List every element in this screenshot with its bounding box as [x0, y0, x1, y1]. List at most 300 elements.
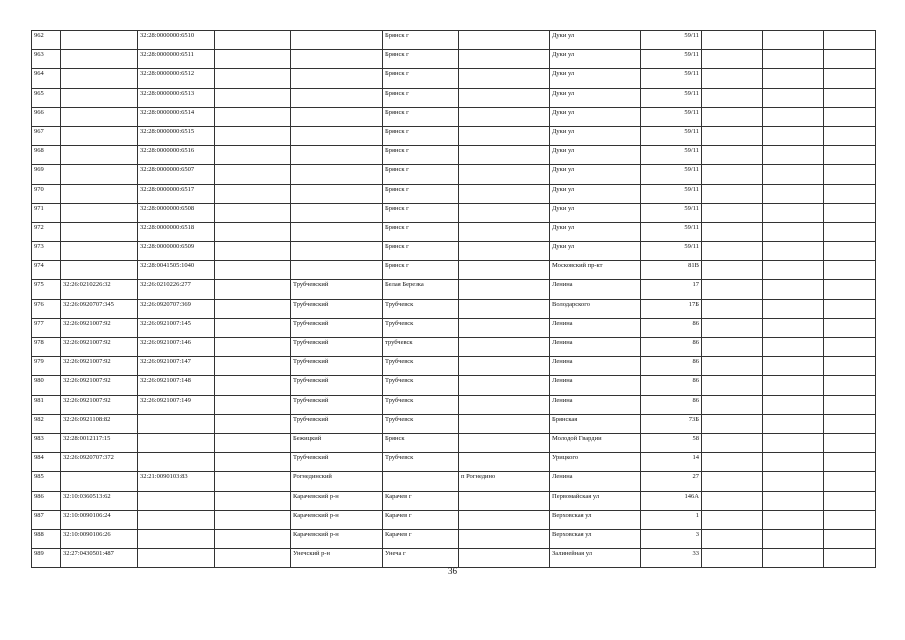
table-cell: 974	[32, 261, 61, 280]
table-cell: Трубчевск	[383, 318, 459, 337]
table-cell: 59/11	[641, 31, 702, 50]
table-cell	[824, 280, 876, 299]
table-cell	[138, 549, 215, 568]
table-cell	[702, 88, 763, 107]
table-cell	[138, 414, 215, 433]
table-row	[32, 88, 876, 107]
table-cell: 32:10:0360513:62	[61, 491, 138, 510]
table-cell	[763, 31, 824, 50]
table-cell: Карачев г	[383, 510, 459, 529]
table-cell	[763, 491, 824, 510]
table-cell	[215, 126, 291, 145]
table-cell: Брянск г	[383, 126, 459, 145]
table-cell: Дуки ул	[550, 50, 641, 69]
table-cell	[138, 491, 215, 510]
table-cell	[459, 414, 550, 433]
table-row	[32, 299, 876, 318]
table-cell	[291, 107, 383, 126]
table-cell	[61, 184, 138, 203]
table-cell: 32:28:0000000:6512	[138, 69, 215, 88]
table-cell	[702, 318, 763, 337]
table-cell: 964	[32, 69, 61, 88]
table-cell: трубчевск	[383, 338, 459, 357]
table-cell: Брянск г	[383, 203, 459, 222]
table-cell: 32:28:0000000:6510	[138, 31, 215, 50]
table-cell	[763, 126, 824, 145]
table-row	[32, 549, 876, 568]
table-cell	[215, 549, 291, 568]
table-cell	[459, 126, 550, 145]
table-cell	[763, 376, 824, 395]
table-cell: 987	[32, 510, 61, 529]
table-cell	[215, 376, 291, 395]
table-cell	[763, 184, 824, 203]
table-cell: Трубчевский	[291, 414, 383, 433]
table-cell	[215, 107, 291, 126]
table-cell: Унеча г	[383, 549, 459, 568]
table-cell	[702, 184, 763, 203]
table-row	[32, 146, 876, 165]
table-cell: 32:21:0090103:83	[138, 472, 215, 491]
table-cell: 32:26:0920707:372	[61, 453, 138, 472]
table-cell	[763, 50, 824, 69]
table-cell	[763, 357, 824, 376]
table-cell: 32:28:0000000:6513	[138, 88, 215, 107]
table-cell	[459, 242, 550, 261]
table-cell	[459, 50, 550, 69]
table-cell: 977	[32, 318, 61, 337]
table-cell: Брянск г	[383, 222, 459, 241]
table-cell	[702, 376, 763, 395]
table-cell	[763, 88, 824, 107]
table-cell: 973	[32, 242, 61, 261]
table-cell: Трубчевск	[383, 376, 459, 395]
table-cell	[824, 242, 876, 261]
table-cell	[459, 31, 550, 50]
table-cell	[383, 472, 459, 491]
table-cell: Молодой Гвардии	[550, 433, 641, 452]
table-cell: Ленина	[550, 472, 641, 491]
table-cell	[459, 549, 550, 568]
table-cell	[215, 299, 291, 318]
table-row	[32, 31, 876, 50]
table-cell	[459, 357, 550, 376]
table-cell	[61, 165, 138, 184]
table-cell	[215, 453, 291, 472]
table-cell: Рогнединский	[291, 472, 383, 491]
table-cell: 975	[32, 280, 61, 299]
table-cell	[702, 529, 763, 548]
table-cell	[763, 453, 824, 472]
table-cell	[215, 261, 291, 280]
table-cell: 32:28:0000000:6511	[138, 50, 215, 69]
table-cell	[215, 338, 291, 357]
table-cell: Трубчевский	[291, 376, 383, 395]
table-cell: Брянск г	[383, 31, 459, 50]
table-cell: Дуки ул	[550, 88, 641, 107]
table-cell	[763, 261, 824, 280]
table-cell: 32:26:0210226:277	[138, 280, 215, 299]
table-cell	[702, 165, 763, 184]
table-cell: 32:26:0921007:92	[61, 357, 138, 376]
table-cell: 32:26:0210226:32	[61, 280, 138, 299]
table-cell	[824, 414, 876, 433]
table-cell	[824, 376, 876, 395]
table-cell: Трубчевский	[291, 299, 383, 318]
table-cell	[702, 549, 763, 568]
table-cell	[291, 31, 383, 50]
table-cell: 32:26:0920707:369	[138, 299, 215, 318]
table-cell	[61, 69, 138, 88]
table-cell	[138, 433, 215, 452]
table-cell: Дуки ул	[550, 203, 641, 222]
table-cell	[61, 107, 138, 126]
table-cell	[763, 165, 824, 184]
table-cell	[824, 510, 876, 529]
table-cell	[215, 146, 291, 165]
table-cell: 86	[641, 338, 702, 357]
table-cell: Дуки ул	[550, 146, 641, 165]
table-cell: Дуки ул	[550, 69, 641, 88]
table-cell	[824, 261, 876, 280]
table-cell	[824, 107, 876, 126]
table-cell	[763, 107, 824, 126]
table-cell	[824, 184, 876, 203]
table-cell	[61, 261, 138, 280]
table-cell	[459, 203, 550, 222]
table-cell: Ленина	[550, 357, 641, 376]
table-cell: Трубчевский	[291, 338, 383, 357]
table-cell	[702, 357, 763, 376]
table-cell	[291, 88, 383, 107]
table-cell	[824, 395, 876, 414]
table-cell: Брянская	[550, 414, 641, 433]
table-cell: Карачевский р-н	[291, 529, 383, 548]
table-cell	[459, 222, 550, 241]
table-cell	[459, 491, 550, 510]
table-row	[32, 203, 876, 222]
table-cell	[824, 146, 876, 165]
table-cell	[824, 529, 876, 548]
table-cell	[61, 50, 138, 69]
table-cell: 969	[32, 165, 61, 184]
table-cell: Трубчевский	[291, 357, 383, 376]
table-cell: 32:28:0000000:6518	[138, 222, 215, 241]
table-cell	[61, 88, 138, 107]
table-cell: Дуки ул	[550, 184, 641, 203]
table-row	[32, 357, 876, 376]
table-row	[32, 222, 876, 241]
table-cell: Ленина	[550, 318, 641, 337]
table-row	[32, 126, 876, 145]
table-cell: Карачевский р-н	[291, 510, 383, 529]
table-cell	[61, 146, 138, 165]
table-cell: 966	[32, 107, 61, 126]
table-cell: 86	[641, 357, 702, 376]
table-cell: 986	[32, 491, 61, 510]
table-row	[32, 395, 876, 414]
table-cell	[824, 549, 876, 568]
table-cell	[763, 69, 824, 88]
table-cell	[459, 395, 550, 414]
table-cell: Унечский р-н	[291, 549, 383, 568]
table-cell	[702, 280, 763, 299]
table-cell: Белая Березка	[383, 280, 459, 299]
table-cell	[215, 31, 291, 50]
table-cell: Трубчевский	[291, 280, 383, 299]
table-cell: 32:28:0000000:6515	[138, 126, 215, 145]
table-cell	[824, 299, 876, 318]
table-row	[32, 453, 876, 472]
table-cell	[702, 222, 763, 241]
table-cell	[763, 549, 824, 568]
table-cell: Брянск г	[383, 184, 459, 203]
table-cell	[291, 222, 383, 241]
table-cell: 32:26:0921108:82	[61, 414, 138, 433]
table-cell: 32:28:0000000:6508	[138, 203, 215, 222]
table-cell	[824, 491, 876, 510]
table-cell: 86	[641, 318, 702, 337]
table-cell: 32:26:0921007:148	[138, 376, 215, 395]
table-cell	[215, 529, 291, 548]
table-cell: 17Б	[641, 299, 702, 318]
table-cell	[459, 376, 550, 395]
table-cell	[824, 126, 876, 145]
table-row	[32, 261, 876, 280]
table-row	[32, 472, 876, 491]
table-cell	[702, 510, 763, 529]
table-cell	[215, 203, 291, 222]
table-cell: Карачевский р-н	[291, 491, 383, 510]
table-cell: 32:26:0921007:92	[61, 318, 138, 337]
table-cell: п Рогнедино	[459, 472, 550, 491]
table-cell	[291, 203, 383, 222]
table-row	[32, 280, 876, 299]
table-cell: 32:28:0012117:15	[61, 433, 138, 452]
table-cell: Брянск г	[383, 50, 459, 69]
table-cell: 963	[32, 50, 61, 69]
table-cell	[763, 299, 824, 318]
table-cell	[702, 50, 763, 69]
table-cell: Карачев г	[383, 491, 459, 510]
table-cell	[291, 184, 383, 203]
table-cell: 27	[641, 472, 702, 491]
table-cell	[763, 338, 824, 357]
table-cell	[291, 126, 383, 145]
table-cell	[61, 222, 138, 241]
table-cell: 32:26:0921007:149	[138, 395, 215, 414]
table-cell: 59/11	[641, 146, 702, 165]
table-cell	[702, 491, 763, 510]
table-cell: 32:28:0000000:6517	[138, 184, 215, 203]
table-row	[32, 165, 876, 184]
table-cell	[61, 126, 138, 145]
table-cell	[824, 357, 876, 376]
table-cell: Первомайская ул	[550, 491, 641, 510]
table-cell	[763, 222, 824, 241]
table-cell: 146А	[641, 491, 702, 510]
table-row	[32, 510, 876, 529]
table-cell	[702, 146, 763, 165]
table-cell: Брянск г	[383, 88, 459, 107]
table-cell	[702, 242, 763, 261]
table-cell	[824, 318, 876, 337]
table-cell: 989	[32, 549, 61, 568]
table-cell	[215, 510, 291, 529]
table-cell	[702, 414, 763, 433]
table-cell: 59/11	[641, 107, 702, 126]
table-cell	[459, 529, 550, 548]
table-cell: Верховская ул	[550, 510, 641, 529]
table-cell: Бежицкий	[291, 433, 383, 452]
table-cell	[824, 433, 876, 452]
table-cell	[459, 299, 550, 318]
table-row	[32, 69, 876, 88]
table-cell	[702, 261, 763, 280]
table-cell: 984	[32, 453, 61, 472]
table-cell: Московский пр-кт	[550, 261, 641, 280]
table-cell: Володарского	[550, 299, 641, 318]
table-cell: 86	[641, 376, 702, 395]
table-row	[32, 242, 876, 261]
table-cell: 32:28:0041505:1040	[138, 261, 215, 280]
table-cell: 59/11	[641, 203, 702, 222]
table-cell: Ленина	[550, 395, 641, 414]
table-cell: Трубчевск	[383, 414, 459, 433]
table-cell: 59/11	[641, 69, 702, 88]
table-row	[32, 491, 876, 510]
table-row	[32, 529, 876, 548]
table-cell	[215, 318, 291, 337]
table-cell	[138, 510, 215, 529]
table-cell	[702, 453, 763, 472]
table-cell	[702, 31, 763, 50]
table-cell	[824, 88, 876, 107]
table-cell: 59/11	[641, 242, 702, 261]
table-cell: Верховская ул	[550, 529, 641, 548]
table-cell: Брянск г	[383, 107, 459, 126]
table-cell: 32:28:0000000:6507	[138, 165, 215, 184]
table-cell: 32:26:0921007:145	[138, 318, 215, 337]
table-cell: 1	[641, 510, 702, 529]
table-cell	[61, 203, 138, 222]
table-cell	[824, 31, 876, 50]
table-cell	[702, 433, 763, 452]
table-cell: 32:10:0090106:26	[61, 529, 138, 548]
table-cell: 980	[32, 376, 61, 395]
table-cell	[459, 510, 550, 529]
table-cell	[824, 222, 876, 241]
table-cell	[291, 69, 383, 88]
table-cell	[215, 165, 291, 184]
table-row	[32, 433, 876, 452]
table-cell: 81В	[641, 261, 702, 280]
table-cell	[459, 146, 550, 165]
table-cell: 962	[32, 31, 61, 50]
table-cell	[702, 472, 763, 491]
table-cell: 979	[32, 357, 61, 376]
table-cell	[215, 357, 291, 376]
table-cell: Ленина	[550, 280, 641, 299]
table-cell: 970	[32, 184, 61, 203]
table-cell	[459, 338, 550, 357]
table-cell	[459, 107, 550, 126]
table-cell	[824, 69, 876, 88]
table-cell: 58	[641, 433, 702, 452]
table-cell	[824, 338, 876, 357]
table-row	[32, 184, 876, 203]
table-cell	[215, 50, 291, 69]
table-cell: Трубчевск	[383, 453, 459, 472]
table-cell: 17	[641, 280, 702, 299]
table-cell: 14	[641, 453, 702, 472]
table-cell	[459, 261, 550, 280]
table-cell: Дуки ул	[550, 242, 641, 261]
table-cell: 32:28:0000000:6516	[138, 146, 215, 165]
table-cell: 32:26:0921007:92	[61, 338, 138, 357]
table-cell: Брянск	[383, 433, 459, 452]
table-cell: 32:26:0921007:146	[138, 338, 215, 357]
table-cell: 32:10:0090106:24	[61, 510, 138, 529]
table-cell	[215, 433, 291, 452]
table-cell	[61, 242, 138, 261]
table-cell	[215, 414, 291, 433]
table-row	[32, 414, 876, 433]
table-cell	[138, 529, 215, 548]
table-cell	[459, 280, 550, 299]
table-cell: 972	[32, 222, 61, 241]
table-cell	[824, 453, 876, 472]
table-row	[32, 50, 876, 69]
table-cell: 988	[32, 529, 61, 548]
table-cell: 3	[641, 529, 702, 548]
table-cell: 59/11	[641, 126, 702, 145]
table-cell: 32:26:0921007:92	[61, 395, 138, 414]
table-cell	[702, 69, 763, 88]
table-cell	[702, 395, 763, 414]
table-row	[32, 338, 876, 357]
table-cell	[459, 318, 550, 337]
table-cell: Ленина	[550, 376, 641, 395]
table-cell	[702, 299, 763, 318]
table-cell: Трубчевск	[383, 395, 459, 414]
table-cell: 32:26:0921007:92	[61, 376, 138, 395]
registry-table	[31, 30, 876, 568]
table-cell	[702, 107, 763, 126]
table-cell: 73Б	[641, 414, 702, 433]
table-row	[32, 376, 876, 395]
table-cell	[215, 184, 291, 203]
table-cell: 967	[32, 126, 61, 145]
table-cell	[459, 184, 550, 203]
table-cell	[215, 69, 291, 88]
table-cell	[763, 203, 824, 222]
table-cell	[763, 510, 824, 529]
table-cell	[215, 280, 291, 299]
table-cell	[824, 203, 876, 222]
registry-table-body	[32, 31, 876, 568]
table-cell	[459, 88, 550, 107]
table-cell	[215, 491, 291, 510]
table-cell: Дуки ул	[550, 165, 641, 184]
table-cell: 32:28:0000000:6514	[138, 107, 215, 126]
table-cell: 981	[32, 395, 61, 414]
table-cell	[459, 453, 550, 472]
table-cell: 32:26:0921007:147	[138, 357, 215, 376]
table-cell	[763, 395, 824, 414]
table-cell	[763, 414, 824, 433]
table-cell	[763, 242, 824, 261]
